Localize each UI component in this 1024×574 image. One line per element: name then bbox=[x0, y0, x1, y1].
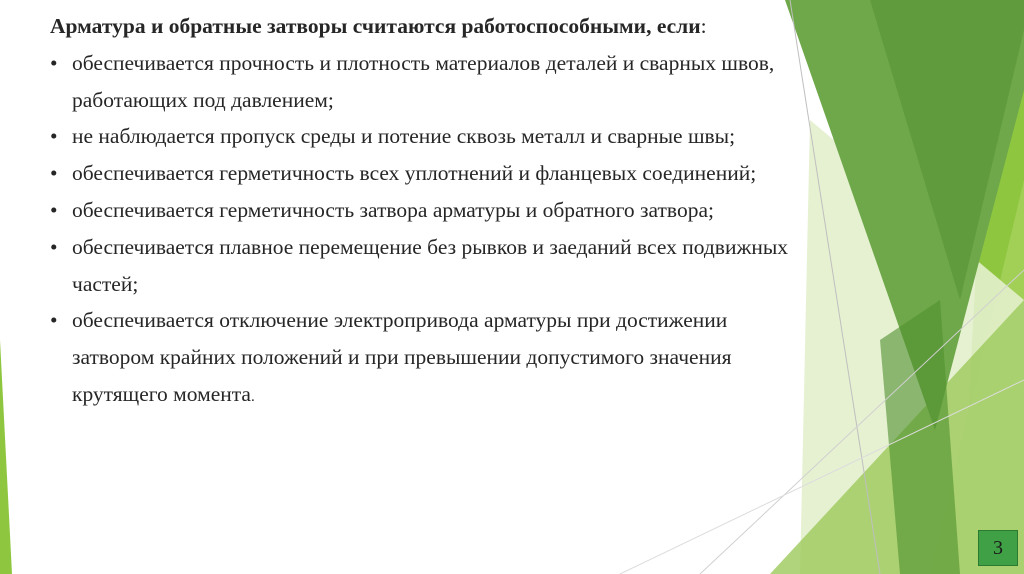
slide-heading bbox=[50, 8, 790, 45]
heading-text: Арматура и обратные затворы считаются работоспособными, если bbox=[50, 14, 701, 38]
bullet-icon: • bbox=[50, 161, 58, 186]
slide-content bbox=[50, 8, 790, 416]
list-item bbox=[50, 118, 790, 155]
list-item bbox=[50, 192, 790, 229]
bullet-list bbox=[50, 45, 790, 416]
list-item-text: обеспечивается отключение электропривода арматуры при достижении затвором крайних положений и при превышении допустимого значения крутящего момента bbox=[72, 308, 732, 406]
list-item-trailing-period: . bbox=[250, 388, 255, 405]
bullet-icon: • bbox=[50, 308, 58, 333]
bullet-icon: • bbox=[50, 197, 58, 222]
list-item bbox=[50, 302, 790, 415]
list-item bbox=[50, 229, 790, 303]
bullet-icon: • bbox=[50, 124, 58, 149]
list-item bbox=[50, 45, 790, 119]
bullet-icon: • bbox=[50, 50, 58, 75]
left-green-triangle bbox=[0, 340, 12, 574]
list-item bbox=[50, 155, 790, 192]
heading-colon: : bbox=[700, 14, 707, 38]
list-item-text: обеспечивается плавное перемещение без рывков и заеданий всех подвижных частей; bbox=[72, 234, 789, 296]
list-item-text: обеспечивается герметичность затвора арматуры и обратного затвора; bbox=[72, 197, 714, 222]
bullet-icon: • bbox=[50, 234, 58, 259]
list-item-text: обеспечивается герметичность всех уплотнений и фланцевых соединений; bbox=[72, 161, 757, 186]
page-number: 3 bbox=[978, 530, 1018, 566]
list-item-text: обеспечивается прочность и плотность материалов деталей и сварных швов, работающих под давлением; bbox=[72, 50, 775, 112]
list-item-text: не наблюдается пропуск среды и потение сквозь металл и сварные швы; bbox=[72, 124, 736, 149]
